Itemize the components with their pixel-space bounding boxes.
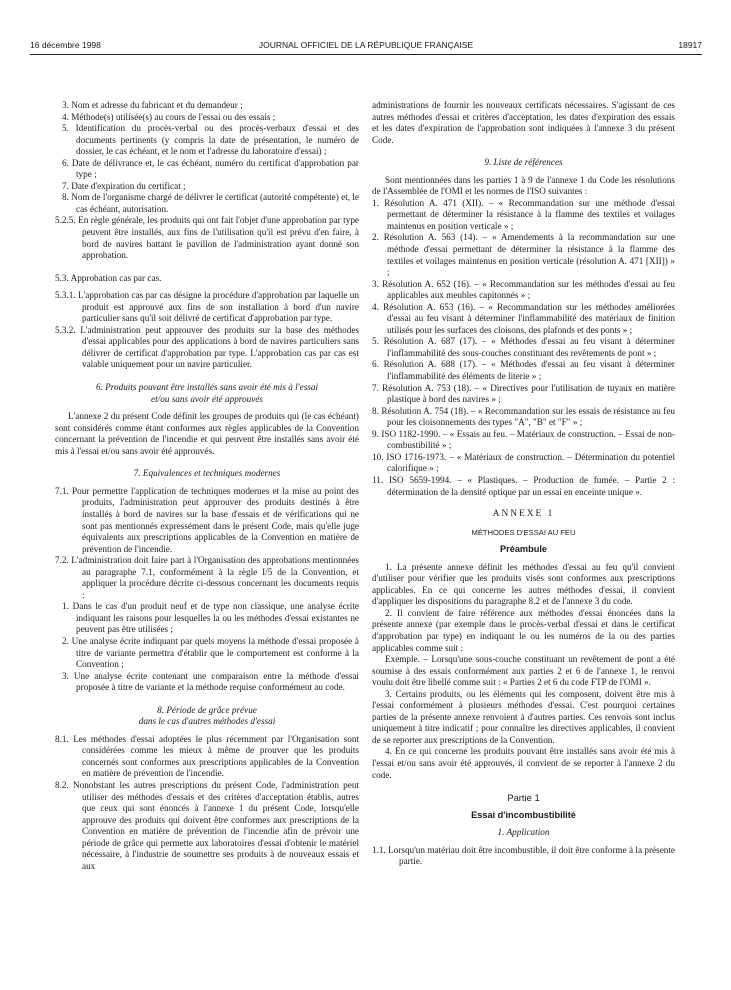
reference-item: 2. Résolution A. 563 (14). – « Amendements à la recommandation sur une méthode d'essai permettant de déterminer la résistance à la flamme des textiles et voilages maintenus en position verticale (résolution A. 471 [XII]) » ; (372, 232, 675, 278)
section-6-heading: 6. Produits pouvant être installés sans avoir été mis à l'essai (95, 382, 319, 393)
header-date: 16 décembre 1998 (30, 40, 101, 50)
application-heading: 1. Application (497, 827, 550, 838)
paragraph-5-3: 5.3. Approbation cas par cas. (55, 272, 162, 283)
section-9-heading: 9. Liste de références (484, 157, 563, 168)
part-title: Essai d'incombustibilité (471, 809, 576, 820)
list-item: 3. Nom et adresse du fabricant et du demandeur ; (62, 100, 243, 110)
paragraph-6: L'annexe 2 du présent Code définit les groupes de produits qui (le cas échéant) sont considérés comme étant conformes aux règles applicables de la Convention concernant la prévention de l'incendie et qui peuvent être installés sans avoir été mis à l'essai et/ou sans avoir été approuvés. (55, 411, 359, 456)
part-heading: Partie 1 (507, 792, 540, 804)
list-item: 6. Date de délivrance et, le cas échéant, numéro du certificat d'approbation par type ; (62, 157, 359, 180)
left-column (55, 100, 359, 872)
header-rule (30, 54, 702, 55)
annex-title: ANNEXE 1 (492, 509, 555, 520)
paragraph-1-1: 1.1. Lorsqu'un matériau doit être incombustible, il doit être conforme à la présente partie. (372, 844, 675, 867)
paragraph-5-2-5: 5.2.5. En règle générale, les produits qui ont fait l'objet d'une approbation par type peuvent être installés, aux fins de l'utilisation qu'il est prévu d'en faire, à bord de navires battant le pavillon de l'administration ayant donné son approbation. (55, 215, 359, 261)
reference-item: 3. Résolution A. 652 (16). – « Recommandation sur les méthodes d'essai au feu applicables aux meubles capitonnés » ; (372, 278, 675, 301)
list-item: 7. Date d'expiration du certificat ; (62, 180, 186, 191)
preamble-paragraph-3: 3. Certains produits, ou les éléments qui les composent, doivent être mis à l'essai conformément à plusieurs méthodes d'essai. C'est pourquoi certaines parties de la présente annexe renvoient à d'autres parties. Ces renvois sont inclus uniquement à titre indicatif ; pour connaître les directives applicables, il convient de se reporter aux prescriptions de la Convention. (372, 688, 675, 745)
reference-item: 11. ISO 5659-1994. – « Plastiques. – Production de fumée. – Partie 2 : détermination de la densité optique par un essai en enceinte unique ». (372, 474, 675, 497)
reference-item: 4. Résolution A. 653 (16). – « Recommandation sur les méthodes améliorées d'essai au feu visant à déterminer l'inflammabilité des matériaux de finition utilisés pour les surfaces des cloisons, des plafonds et des ponts » ; (372, 301, 675, 335)
section-6-heading-line2: et/ou sans avoir été approuvés (151, 393, 263, 404)
preamble-paragraph-2: 2. Il convient de faire référence aux méthodes d'essai énoncées dans la présente annexe (par exemple dans le procès-verbal d'essai et dans le certificat d'approbation par type) en indiquant le ou les numéros de la ou des parties applicables comme suit : (372, 607, 675, 653)
paragraph-8-1: 8.1. Les méthodes d'essai adoptées le plus récemment par l'Organisation sont considérées comme les mieux à même de prouver que les produits concernés sont conformes aux prescriptions applicables de la Convention en matière de prévention de l'incendie. (55, 733, 359, 779)
annex-subtitle: MÉTHODES D'ESSAI AU FEU (471, 527, 576, 537)
preamble-paragraph-4: 4. En ce qui concerne les produits pouvant être installés sans avoir été mis à l'essai et/ou sans avoir été approuvés, il convient de se reporter à l'annexe 2 du code. (372, 746, 675, 780)
reference-item: 9. ISO 1182-1990. – « Essais au feu. – Matériaux de construction. – Essai de non-combustibilité » ; (372, 428, 675, 451)
paragraph-7-2: 7.2. L'administration doit faire part à l'Organisation des approbations mentionnées au paragraphe 7.1, conformément à la règle I/5 de la Convention, et appliquer la procédure décrite ci-dessous concernant les documents requis : (55, 555, 359, 600)
reference-item: 7. Résolution A. 753 (18). – « Directives pour l'utilisation de tuyaux en matière plastique à bord des navires » ; (372, 382, 675, 405)
preamble-paragraph-1: 1. La présente annexe définit les méthodes d'essai au feu qu'il convient d'utiliser pour vérifier que les produits visés sont conformes aux prescriptions applicables. En ce qui concerne les autres méthodes d'essai, il convient d'appliquer les dispositions du paragraphe 8.2 et de l'annexe 3 du code. (372, 561, 675, 607)
reference-item: 10. ISO 1716-1973. – « Matériaux de construction. – Détermination du potentiel calorifique » ; (372, 451, 675, 474)
paragraph-7-1: 7.1. Pour permettre l'application de techniques modernes et la mise au point des produits, l'administration peut approuver des produits destinés à être installés à bord de navires sur la base d'essais et de vérifications qui ne sont pas mentionnés expressément dans le présent Code, mais qu'elle juge équivalents aux prescriptions applicables de la Convention en matière de prévention de l'incendie. (55, 485, 359, 554)
section-8-heading: 8. Période de grâce prévue (157, 704, 257, 715)
list-item: 2. Une analyse écrite indiquant par quels moyens la méthode d'essai proposée à titre de variante permettra d'établir que le comportement est conforme à la Convention ; (62, 635, 359, 670)
list-item: 8. Nom de l'organisme chargé de délivrer le certificat (autorité compétente) et, le cas échéant, autorisation. (62, 192, 359, 214)
reference-item: 8. Résolution A. 754 (18). – « Recommandation sur les essais de résistance au feu pour les cloisonnements des types "A", "B" et "F" » ; (372, 405, 675, 428)
paragraph-continuation: administrations de fournir les nouveaux certificats nécessaires. S'agissant de ces autres méthodes d'essai et critères d'acceptation, les dates d'expiration des essais et les dates d'expiration de l'approbation sont indiquées à l'annexe 3 du présent Code. (372, 100, 675, 145)
list-item: 3. Une analyse écrite contenant une comparaison entre la méthode d'essai proposée à titre de variante et la méthode requise conformément au code. (62, 670, 359, 693)
list-item: 5. Identification du procès-verbal ou des procès-verbaux d'essai et des documents pertinents (y compris la date de présentation, le numéro de dossier, le cas échéant, et le nom et l'adresse du laboratoire d'essai) ; (62, 123, 359, 157)
reference-item: 1. Résolution A. 471 (XII). – « Recommandation sur une méthode d'essai permettant de déterminer la résistance à la flamme des textiles et voilages maintenus en position verticale » ; (372, 197, 675, 231)
header-journal-title: JOURNAL OFFICIEL DE LA RÉPUBLIQUE FRANÇAISE (258, 40, 474, 50)
preamble-heading: Préambule (500, 544, 547, 555)
paragraph-5-3-1: 5.3.1. L'approbation cas par cas désigne la procédure d'approbation par laquelle un produit est approuvé aux fins de son installation à bord d'un navire particulier sans qu'il soit délivré de certificat d'approbation par type. (55, 290, 359, 324)
paragraph-8-2: 8.2. Nonobstant les autres prescriptions du présent Code, l'administration peut utiliser des méthodes d'essais et des critères d'acceptation établis, autres que ceux qui sont énoncés à l'annexe 1 du présent Code, lorsqu'elle approuve des produits qui doivent être conformes aux prescriptions de la Convention en matière de prévention de l'incendie afin de prévoir une période de grâce qui permette aux laboratoires d'essai d'obtenir le matériel nécessaire, à l'industrie de soumettre ses produits à de nouveaux essais et aux (55, 779, 359, 871)
list-item: 4. Méthode(s) utilisée(s) au cours de l'essai ou des essais ; (62, 111, 276, 122)
paragraph-5-3-2: 5.3.2. L'administration peut approuver des produits sur la base des méthodes d'essai applicables pour des applications à bord de navires particuliers sans délivrer de certificat d'approbation par type. L'approbation cas par cas est valable uniquement pour un navire particulier. (55, 324, 359, 370)
right-column (372, 100, 675, 868)
page-header (30, 40, 702, 52)
section-8-heading-line2: dans le cas d'autres méthodes d'essai (138, 716, 276, 727)
preamble-example: Exemple. – Lorsqu'une sous-couche constituant un revêtement de pont a été soumise à des essais conformément aux parties 2 et 6 de l'annexe 1, le renvoi voulu doit être libellé comme suit : « Parties 2 et 6 du code FTP de l'OMI ». (372, 654, 675, 688)
reference-item: 5. Résolution A. 687 (17). – « Méthodes d'essai au feu visant à déterminer l'inflammabilité des sous-couches constituant des revêtements de pont » ; (372, 336, 675, 358)
reference-item: 6. Résolution A. 688 (17). – « Méthodes d'essai au feu visant à déterminer l'inflammabilité des éléments de literie » ; (372, 359, 675, 382)
header-page-number: 18917 (678, 40, 702, 50)
section-7-heading: 7. Equivalences et techniques modernes (133, 468, 281, 479)
paragraph-9: Sont mentionnées dans les parties 1 à 9 de l'annexe 1 du Code les résolutions de l'Assemblée de l'OMI et les normes de l'ISO suivantes : (372, 174, 675, 197)
list-item: 1. Dans le cas d'un produit neuf et de type non classique, une analyse écrite indiquant les raisons pour lesquelles la ou les méthodes d'essai existantes ne peuvent pas être utilisées ; (62, 601, 359, 635)
